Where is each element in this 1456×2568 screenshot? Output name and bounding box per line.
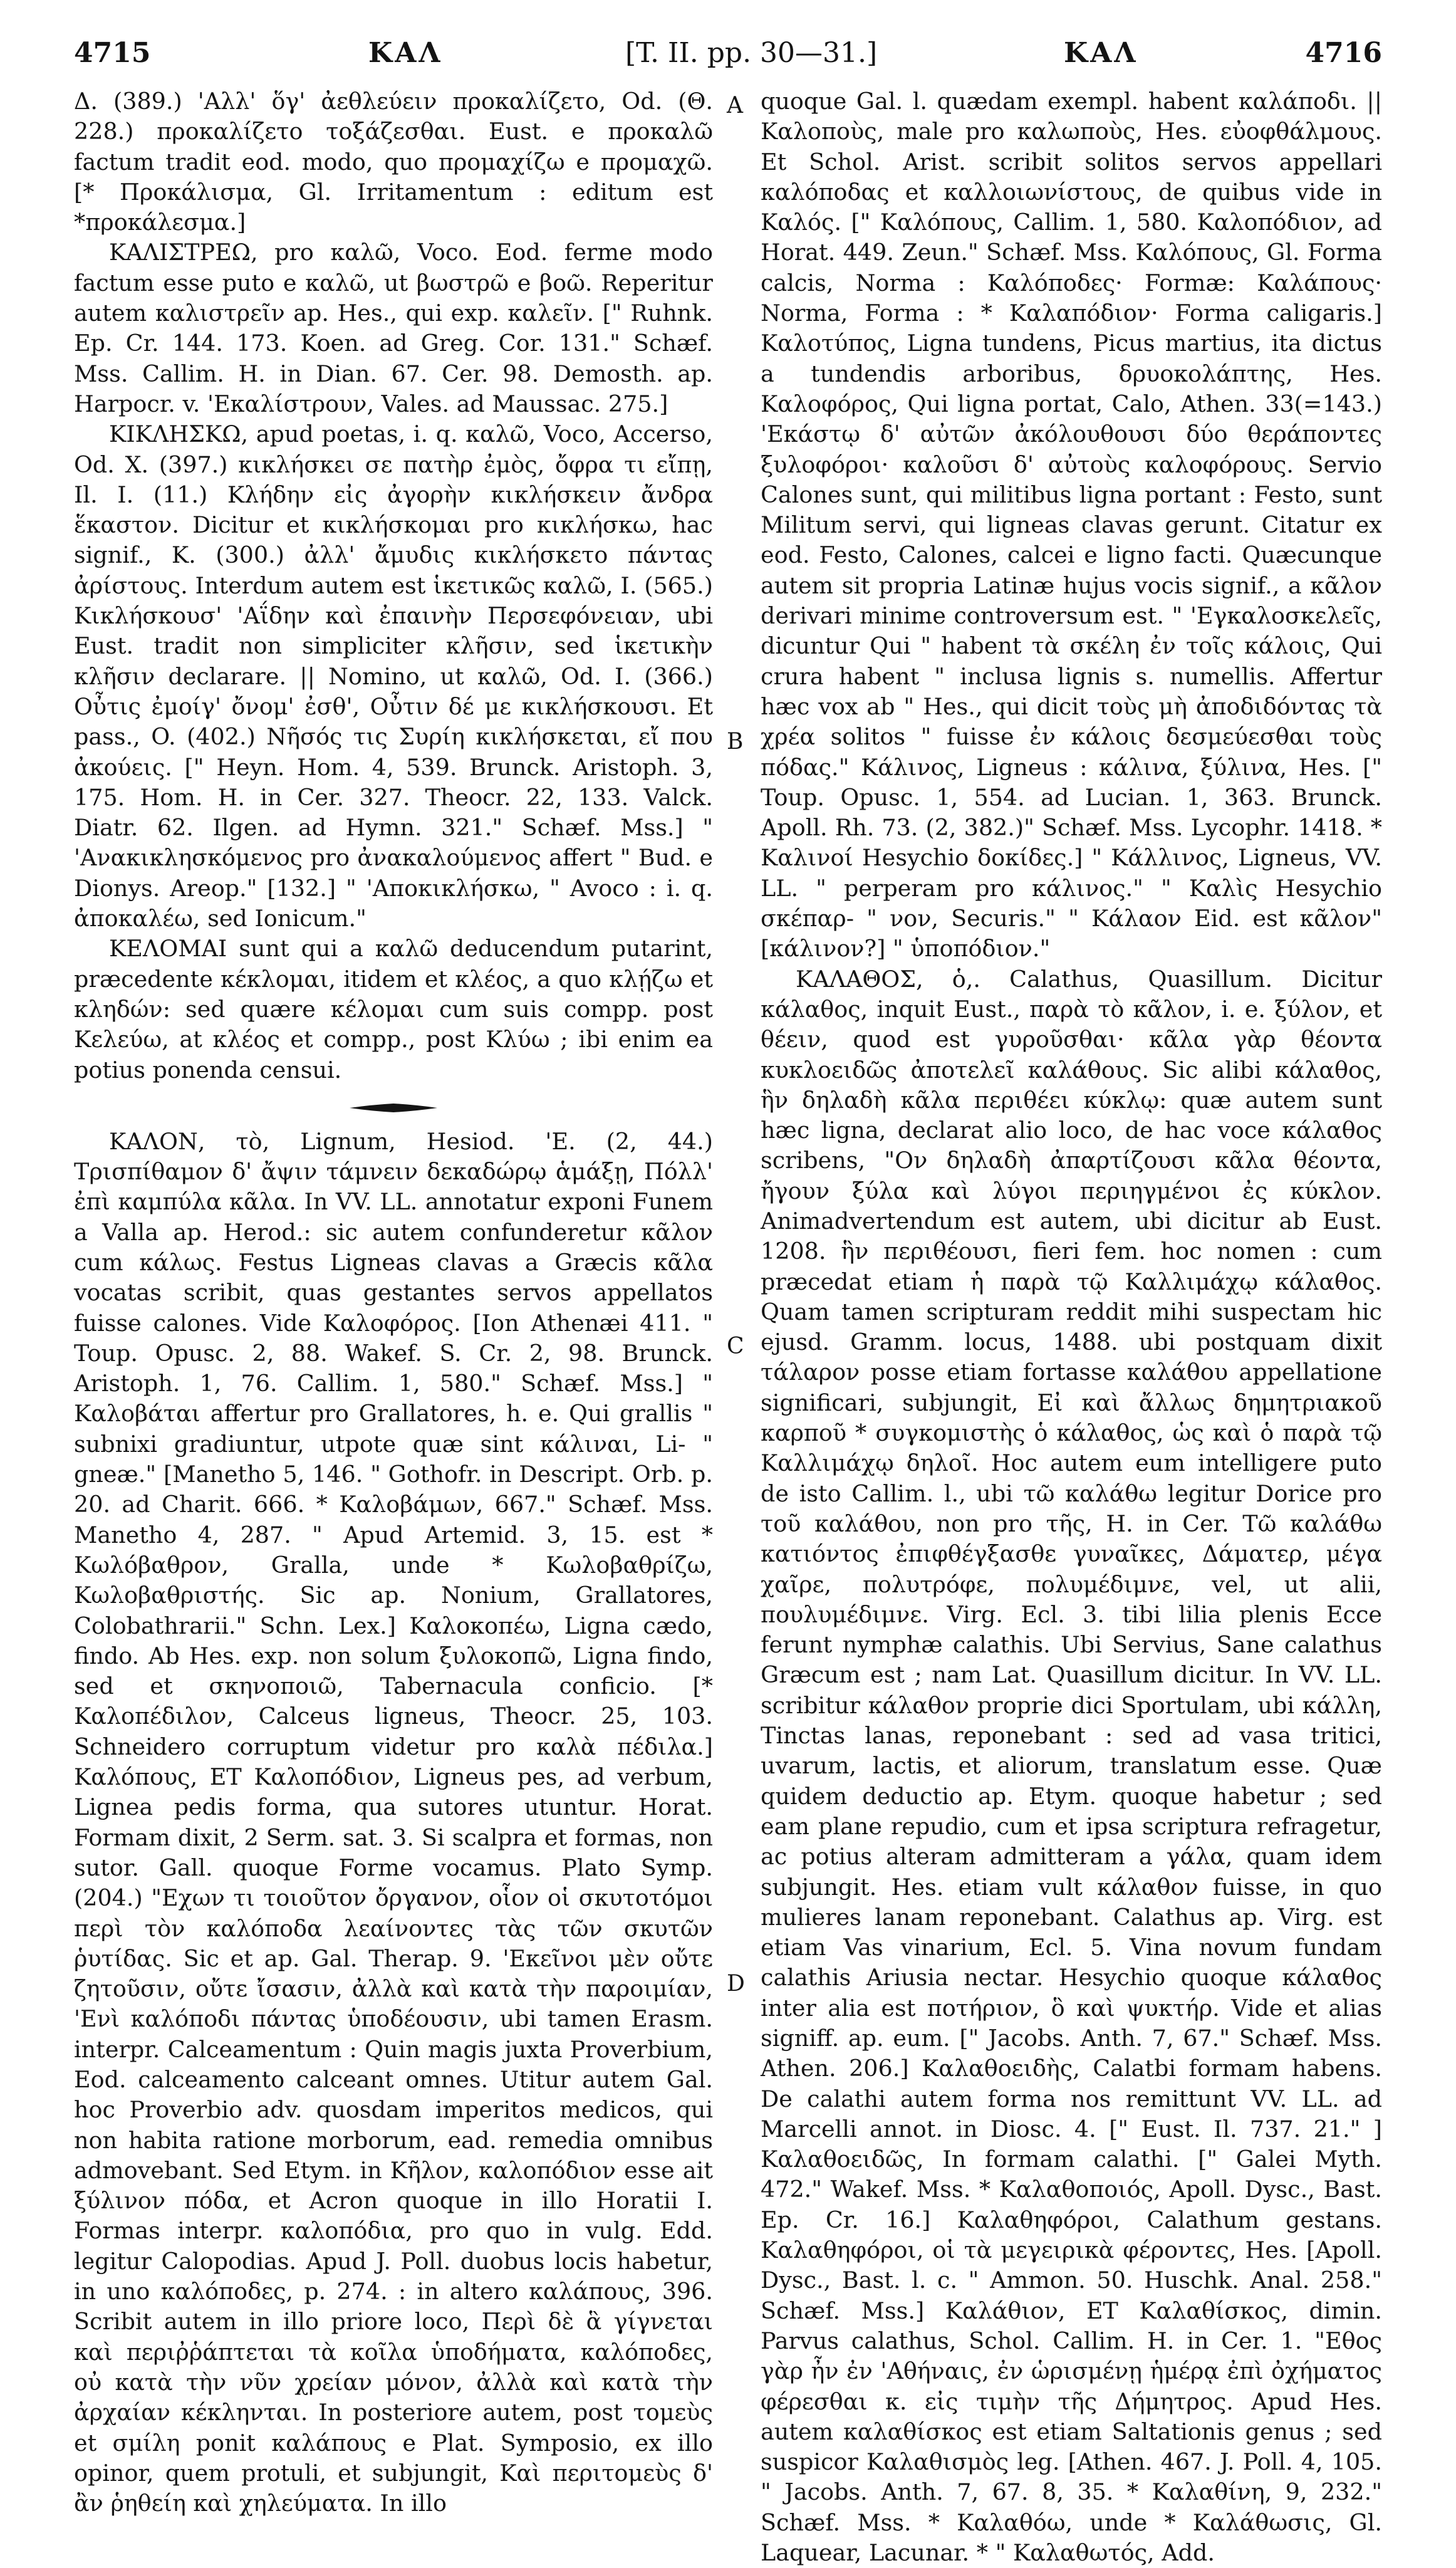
margin-mark-c: C bbox=[727, 1334, 744, 1359]
column-number-left: 4715 bbox=[74, 37, 151, 69]
left-column bbox=[74, 86, 713, 2517]
entry-kalathos: ΚΑΛΑΘΟΣ, ὁ,. Calathus, Quasillum. Dicitur κάλαθος, inquit Eust., παρὰ τὸ κᾶλον, i. e. ξύλον, et θέειν, quod est γυροῦσθαι· κᾶλα γὰρ θέοντα κυκλοειδῶς ἀποτελεῖ καλάθους. Sic alibi κάλαθος, ἣν δηλαδὴ κᾶλα περιθέει κύκλῳ: quæ autem sunt hæc ligna, declarat alio loco, de hac voce κάλαθος scribens, "Ον δηλαδὴ ἀπαρτίζουσι κᾶλα θέοντα, ἤγουν ξύλα καὶ λύγοι περιηγμένοι ἐς κύκλον. Animadvertendum est autem, ubi dicitur ab Eust. 1208. ἣν περιθέουσι, fieri fem. hoc nomen : cum præcedat etiam ἡ παρὰ τῷ Καλλιμάχῳ κάλαθος. Quam tamen scripturam reddit mihi suspectam hic ejusd. Gramm. locus, 1488. ubi postquam dixit τάλαρον posse etiam fortasse καλάθου appellatione significari, subjungit, Εἰ καὶ ἄλλως δημητριακοῦ καρποῦ * συγκομιστὴς ὁ κάλαθος, ὡς καὶ ὁ παρὰ τῷ Καλλιμάχῳ δηλοῖ. Hoc autem eum intelligere puto de isto Callim. l., ubi τῶ καλάθω legitur Dorice pro τοῦ καλάθου, non pro τῆς, H. in Cer. Τῶ καλάθω κατιόντος ἐπιφθέγξασθε γυναῖκες, Δάματερ, μέγα χαῖρε, πολυτρόφε, πολυμέδιμνε, vel, ut alii, πουλυμέδιμνε. Virg. Ecl. 3. tibi lilia plenis Ecce ferunt nymphæ calathis. Ubi Servius, Sane calathus Græcum est ; nam Lat. Quasillum dicitur. In VV. LL. scribitur κάλαθον proprie dici Sportulam, ubi κάλλη, Tinctas lanas, reponebant : sed ad vasa tritici, uvarum, lactis, et aliorum, translatum esse. Quæ quidem deductio ap. Etym. quoque habetur ; sed eam plane repudio, cum et ipsa scriptura refragetur, ac potius alteram admitteram a γάλα, quam idem subjungit. Hes. etiam vult κάλαθον fuisse, in quo mulieres lanam reponebant. Calathus ap. Virg. est etiam Vas vinarium, Ecl. 5. Vina novum fundam calathis Ariusia nectar. Hesychio quoque κάλαθος inter alia est ποτήριον, ὃ καὶ ψυκτήρ. Vide et alias signiff. ap. eum. [" Jacobs. Anth. 7, 67." Schæf. Mss. Athen. 206.] Καλαθοειδὴς, Calatbi formam habens. De calathi autem forma nos remittunt VV. LL. ad Marcelli annot. in Diosc. 4. [" Eust. Il. 737. 21." ] Καλαθοειδῶς, In formam calathi. [" Galei Myth. 472." Wakef. Mss. * Καλαθοποιός, Apoll. Dysc., Bast. Ep. Cr. 16.] Καλαθηφόροι, Calathum gestans. Καλαθηφόροι, οἱ τὰ μεγειρικὰ φέροντες, Hes. [Apoll. Dysc., Bast. l. c. " Ammon. 50. Huschk. Anal. 258." Schæf. Mss.] Καλάθιον, ET Καλαθίσκος, dimin. Parvus calathus, Schol. Callim. H. in Cer. 1. "Εθος γὰρ ἦν ἐν 'Αθήναις, ἐν ὡρισμένῃ ἡμέρᾳ ἐπὶ ὀχήματος φέρεσθαι κ. εἰς τιμὴν τῆς Δήμητρος. Apud Hes. autem καλαθίσκος est etiam Saltationis genus ; sed suspicor Καλαθισμὸς leg. [Athen. 467. J. Poll. 4, 105. " Jacobs. Anth. 7, 67. 8, 35. * Καλαθίνη, 9, 232." Schæf. Mss. * Καλαθόω, unde * Καλάθωσις, Gl. Laquear, Lacunar. * " Καλαθωτός, Add. bbox=[761, 965, 1382, 2567]
entry-kalon: ΚΑΛΟΝ, τὸ, Lignum, Hesiod. 'E. (2, 44.) Τρισπίθαμον δ' ἄψιν τάμνειν δεκαδώρῳ ἁμάξῃ, Πόλλ' ἐπὶ καμπύλα κᾶλα. In VV. LL. annotatur exponi Funem a Valla ap. Herod.: sic autem confunderetur κᾶλον cum κάλως. Festus Ligneas clavas a Græcis κᾶλα vocatas scribit, quas gestantes servos appellatos fuisse calones. Vide Καλοφόρος. [Ion Athenæi 411. " Toup. Opusc. 2, 88. Wakef. S. Cr. 2, 98. Brunck. Aristoph. 1, 76. Callim. 1, 580." Schæf. Mss.] " Καλοβάται affertur pro Grallatores, h. e. Qui grallis " subnixi gradiuntur, utpote quæ sint κάλιναι, Li- " gneæ." [Manetho 5, 146. " Gothofr. in Descript. Orb. p. 20. ad Charit. 666. * Καλοβάμων, 667." Schæf. Mss. Manetho 4, 287. " Apud Artemid. 3, 15. est * Κωλόβαθρον, Gralla, unde * Κωλοβαθρίζω, Κωλοβαθριστής. Sic ap. Nonium, Grallatores, Colobathrarii." Schn. Lex.] Καλοκοπέω, Ligna cædo, findo. Ab Hes. exp. non solum ξυλοκοπῶ, Ligna findo, sed et σκηνοποιῶ, Tabernacula conficio. [* Καλοπέδιλον, Calceus ligneus, Theocr. 25, 103. Schneidero corruptum videtur pro καλὰ πέδιλα.] Καλόπους, ET Καλοπόδιον, Ligneus pes, ad verbum, Lignea pedis forma, qua sutores utuntur. Horat. Formam dixit, 2 Serm. sat. 3. Si scalpra et formas, non sutor. Gall. quoque Forme vocamus. Plato Symp. (204.) "Εχων τι τοιοῦτον ὄργανον, οἷον οἱ σκυτοτόμοι περὶ τὸν καλόποδα λεαίνοντες τὰς τῶν σκυτῶν ῥυτίδας. Sic et ap. Gal. Therap. 9. 'Εκεῖνοι μὲν οὔτε ζητοῦσιν, οὔτε ἴσασιν, ἀλλὰ καὶ κατὰ τὴν παροιμίαν, 'Ενὶ καλόποδι πάντας ὑποδέουσιν, ubi tamen Erasm. interpr. Calceamentum : Quin magis juxta Proverbium, Eod. calceamento calceant omnes. Utitur autem Gal. hoc Proverbio adv. quosdam imperitos medicos, qui non habita ratione morborum, ead. remedia omnibus admovebant. Sed Etym. in Κῆλον, καλοπόδιον esse ait ξύλινον πόδα, et Acron quoque in illo Horatii I. Formas interpr. καλοπόδια, pro quo in vulg. Edd. legitur Calopodias. Apud J. Poll. duobus locis habetur, in uno καλόποδες, p. 274. : in altero καλάπους, 396. Scribit autem in illo priore loco, Περὶ δὲ ἃ γίγνεται καὶ περιῤῥάπτεται τὰ κοῖλα ὑποδήματα, καλόποδες, οὐ κατὰ τὴν νῦν χρείαν μόνον, ἀλλὰ καὶ κατὰ τὴν ἀρχαίαν κέκληνται. In posteriore autem, post τομεὺς et σμίλη ponit καλάπους e Plat. Symposio, ex illo opinor, quem protuli, et subjungit, Καὶ περιτομεὺς δ' ἂν ῥηθείη καὶ χηλεύματα. In illo bbox=[74, 1127, 713, 2517]
margin-mark-a: A bbox=[727, 93, 743, 118]
margin-mark-d: D bbox=[727, 1971, 745, 1996]
section-divider-ornament bbox=[350, 1103, 437, 1113]
running-head bbox=[74, 25, 1382, 81]
margin-mark-b: B bbox=[727, 729, 744, 754]
entry-kalistreo: ΚΑΛΙΣΤΡΕΩ, pro καλῶ, Voco. Eod. ferme modo factum esse puto e καλῶ, ut βωστρῶ e βοῶ. Reperitur autem καλιστρεῖν ap. Hes., qui exp. καλεῖν. [" Ruhnk. Ep. Cr. 144. 173. Koen. ad Greg. Cor. 131." Schæf. Mss. Callim. H. in Dian. 67. Cer. 98. Demosth. ap. Harpocr. v. 'Εκαλίστρουν, Vales. ad Maussac. 275.] bbox=[74, 239, 713, 417]
guide-word-right: ΚΑΛ bbox=[1064, 37, 1138, 69]
guide-word-left: ΚΑΛ bbox=[368, 37, 443, 69]
volume-reference: [T. II. pp. 30—31.] bbox=[625, 37, 878, 69]
right-column bbox=[761, 86, 1382, 2567]
entry-kelomai: ΚΕΛΟΜΑΙ sunt qui a καλῶ deducendum putarint, præcedente κέκλομαι, itidem et κλέος, a quo κλῄζω et κληδών: sed quære κέλομαι cum suis compp. post Κελεύω, at κλέος et compp., post Κλύω ; ibi enim ea potius ponenda censui. bbox=[74, 935, 713, 1083]
entry-kalon-continued: quoque Gal. l. quædam exempl. habent καλάποδι. || Καλοποὺς, male pro καλωποὺς, Hes. εὐοφθάλμους. Et Schol. Arist. scribit solitos servos appellari καλόποδας et καλλοιωνίστους, de quibus vide in Καλός. [" Καλόπους, Callim. 1, 580. Καλοπόδιον, ad Horat. 449. Zeun." Schæf. Mss. Καλόπους, Gl. Forma calcis, Norma : Καλόποδες· Formæ: Καλάπους· Norma, Forma : * Καλαπόδιον· Forma caligaris.] Καλοτύπος, Ligna tundens, Picus martius, ita dictus a tundendis arboribus, δρυοκολάπτης, Hes. Καλοφόρος, Qui ligna portat, Calo, Athen. 33(=143.) 'Εκάστῳ δ' αὐτῶν ἀκόλουθουσι δύο θεράποντες ξυλοφόροι· καλοῦσι δ' αὐτοὺς καλοφόρους. Servio Calones sunt, qui militibus ligna portant : Festo, sunt Militum servi, qui ligneas clavas gerunt. Citatur ex eod. Festo, Calones, calcei e ligno facti. Quæcunque autem sit propria Latinæ hujus vocis signif., a κᾶλον derivari minime controversum est. " 'Εγκαλοσκελεῖς, dicuntur Qui " habent τὰ σκέλη ἐν τοῖς κάλοις, Qui crura habent " inclusa lignis s. numellis. Affertur hæc vox ab " Hes., qui dicit τοὺς μὴ ἀποδιδόντας τὰ χρέα solitos " fuisse ἐν κάλοις δεσμεύεσθαι τοὺς πόδας." Κάλινος, Ligneus : κάλινα, ξύλινα, Hes. [" Toup. Opusc. 1, 554. ad Lucian. 1, 363. Brunck. Apoll. Rh. 73. (2, 382.)" Schæf. Mss. Lycophr. 1418. * Καλινοί Hesychio δοκίδες.] " Κάλλινος, Ligneus, VV. LL. " perperam pro κάλινος." " Καλὶς Hesychio σκέπαρ- " νον, Securis." " Κάλαον Eid. est κᾶλον" [κάλινον?] " ὑποπόδιον." bbox=[761, 88, 1382, 963]
entry-prokalizomai-continued: Δ. (389.) 'Αλλ' ὅγ' ἀεθλεύειν προκαλίζετο, Od. (Θ. 228.) προκαλίζετο τοξάζεσθαι. Eust. e προκαλῶ factum tradit eod. modo, quo προμαχίζω e προμαχῶ. [* Προκάλισμα, Gl. Irritamentum : editum est *προκάλεσμα.] bbox=[74, 88, 713, 236]
entry-kikleisko: ΚΙΚΛΗΣΚΩ, apud poetas, i. q. καλῶ, Voco, Accerso, Od. X. (397.) κικλήσκει σε πατὴρ ἐμὸς, ὄφρα τι εἴπῃ, Il. I. (11.) Κλήδην εἰς ἀγορὴν κικλήσκειν ἄνδρα ἕκαστον. Dicitur et κικλήσκομαι pro κικλήσκω, hac signif., K. (300.) ἀλλ' ἄμυδις κικλήσκετο πάντας ἀρίστους. Interdum autem est ἱκετικῶς καλῶ, I. (565.) Κικλήσκουσ' 'Αΐδην καὶ ἐπαινὴν Περσεφόνειαν, ubi Eust. tradit non simpliciter κλῆσιν, sed ἱκετικὴν κλῆσιν declarare. || Nomino, ut καλῶ, Od. I. (366.) Οὖτις ἐμοίγ' ὄνομ' ἐσθ', Οὖτιν δέ με κικλήσκουσι. Et pass., O. (402.) Νῆσός τις Συρίη κικλήσκεται, εἴ που ἀκούεις. [" Heyn. Hom. 4, 539. Brunck. Aristoph. 3, 175. Hom. H. in Cer. 327. Theocr. 22, 133. Valck. Diatr. 62. Ilgen. ad Hymn. 321." Schæf. Mss.] " 'Ανακικλησκόμενος pro ἀνακαλούμενος affert " Bud. e Dionys. Areop." [132.] " 'Αποκικλήσκω, " Avoco : i. q. ἀποκαλέω, sed Ionicum." bbox=[74, 420, 713, 932]
column-number-right: 4716 bbox=[1305, 37, 1382, 69]
